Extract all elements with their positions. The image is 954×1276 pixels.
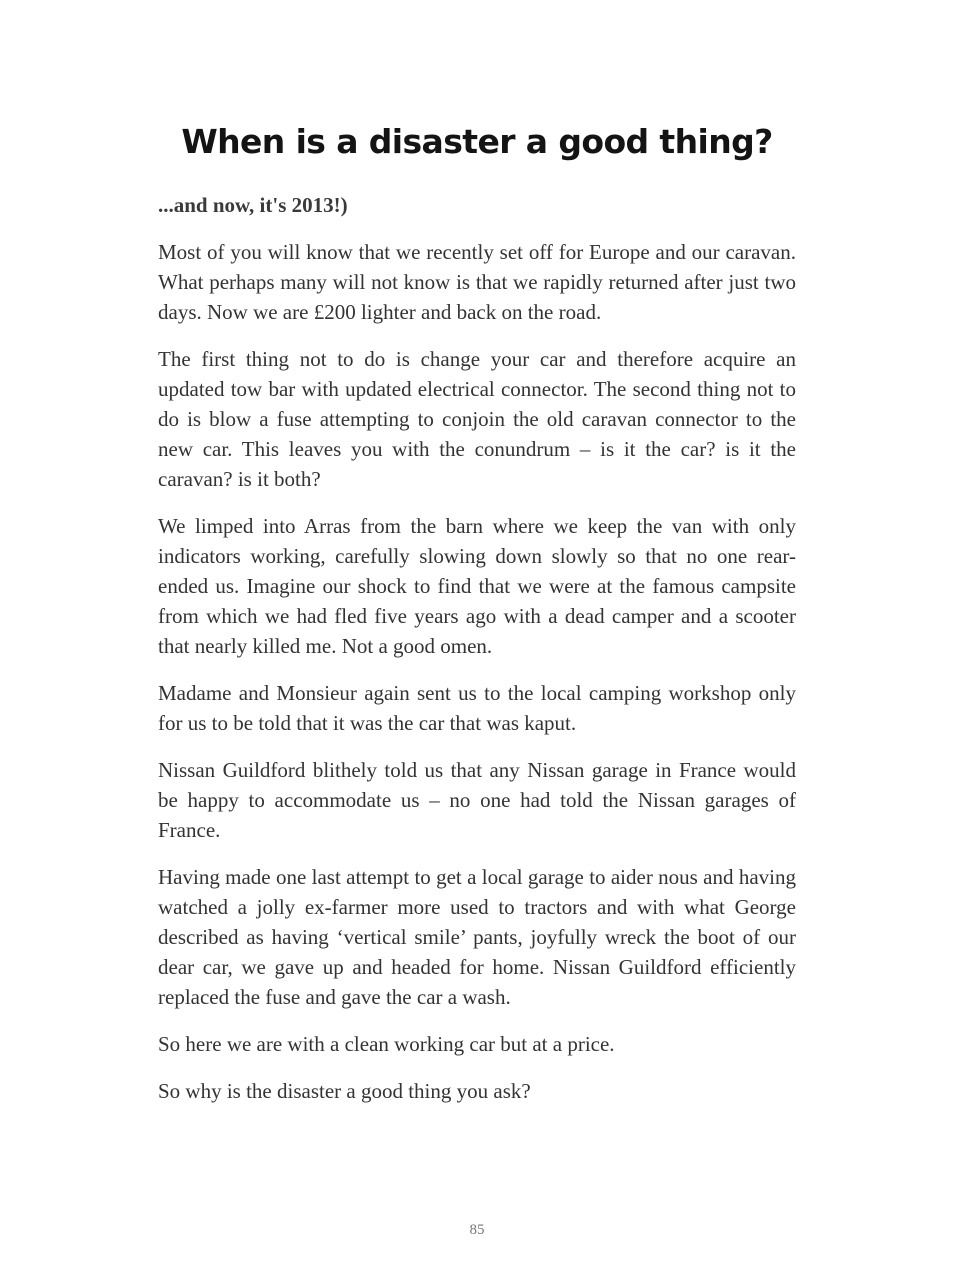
paragraph: Nissan Guildford blithely told us that any Nissan garage in France would be happy to accommodate us – no one had told the Nissan garages of France.: [158, 758, 796, 842]
page-number: 85: [469, 1222, 485, 1238]
paragraph: Having made one last attempt to get a local garage to aider nous and having watched a jolly ex-farmer more used to tractors and with what George described as having ‘vertical smile’ pants, joyfully wreck the boot of our dear car, we gave up and headed for home. Nissan Guildford efficiently replaced the fuse and gave the car a wash.: [158, 865, 796, 1009]
paragraph: Madame and Monsieur again sent us to the local camping workshop only for us to be told that it was the car that was kaput.: [158, 681, 796, 735]
page-title: When is a disaster a good thing?: [181, 122, 773, 161]
paragraph: Most of you will know that we recently set off for Europe and our caravan. What perhaps many will not know is that we rapidly returned after just two days. Now we are £200 lighter and back on the road.: [158, 240, 796, 324]
paragraph: So here we are with a clean working car but at a price.: [158, 1032, 615, 1056]
paragraph: The first thing not to do is change your car and therefore acquire an updated tow bar with updated electrical connector. The second thing not to do is blow a fuse attempting to conjoin the old caravan connector to the new car. This leaves you with the conundrum – is it the car? is it the caravan? is it both?: [158, 347, 796, 491]
paragraph: So why is the disaster a good thing you ask?: [158, 1079, 531, 1103]
article-body: [158, 190, 796, 1123]
subtitle: ...and now, it's 2013!): [158, 193, 348, 217]
paragraph: We limped into Arras from the barn where we keep the van with only indicators working, carefully slowing down slowly so that no one rear-ended us. Imagine our shock to find that we were at the famous campsite from which we had fled five years ago with a dead camper and a scooter that nearly killed me. Not a good omen.: [158, 514, 796, 658]
